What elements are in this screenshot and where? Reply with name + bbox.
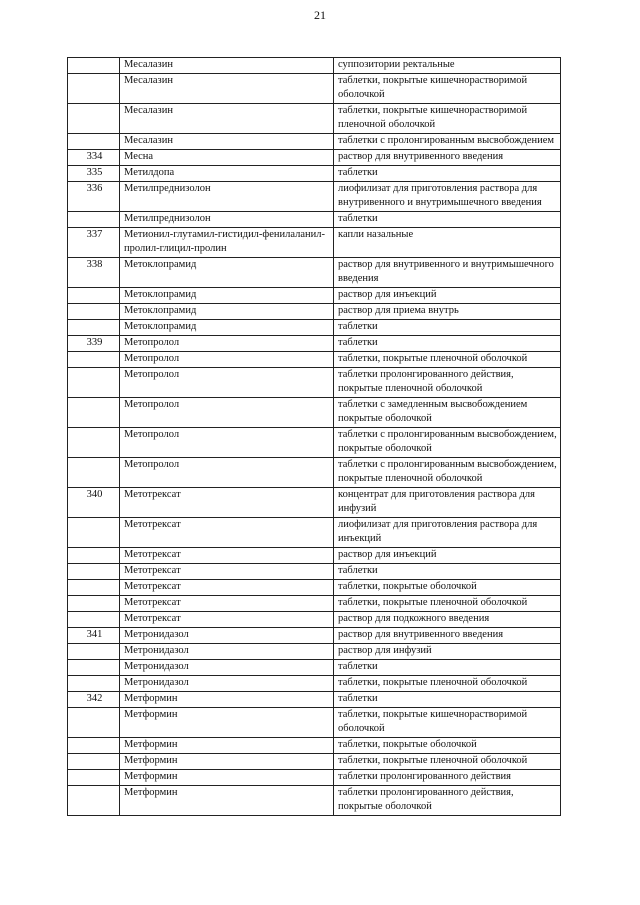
table-row — [68, 74, 561, 104]
dosage-form: таблетки, покрытые пленочной оболочкой — [334, 754, 561, 770]
table-row — [68, 150, 561, 166]
drug-name: Метронидазол — [120, 644, 334, 660]
drug-name: Метотрексат — [120, 580, 334, 596]
table-row — [68, 660, 561, 676]
drug-name: Месалазин — [120, 134, 334, 150]
table-row — [68, 548, 561, 564]
dosage-form: таблетки, покрытые пленочной оболочкой — [334, 596, 561, 612]
table-row — [68, 320, 561, 336]
dosage-form: таблетки, покрытые кишечнорастворимой пленочной оболочкой — [334, 104, 561, 134]
dosage-form: таблетки пролонгированного действия, покрытые оболочкой — [334, 786, 561, 816]
dosage-form: лиофилизат для приготовления раствора для инъекций — [334, 518, 561, 548]
dosage-form: таблетки — [334, 336, 561, 352]
drug-name: Метформин — [120, 692, 334, 708]
dosage-form: таблетки с пролонгированным высвобождением, покрытые оболочкой — [334, 428, 561, 458]
row-number — [68, 398, 120, 428]
row-number — [68, 58, 120, 74]
table-row — [68, 288, 561, 304]
dosage-form: раствор для внутривенного и внутримышечного введения — [334, 258, 561, 288]
row-number — [68, 596, 120, 612]
drug-name: Метопролол — [120, 352, 334, 368]
table-row — [68, 676, 561, 692]
drug-name: Метоклопрамид — [120, 258, 334, 288]
dosage-form: таблетки пролонгированного действия, покрытые пленочной оболочкой — [334, 368, 561, 398]
table-row — [68, 182, 561, 212]
row-number — [68, 368, 120, 398]
dosage-form: раствор для инфузий — [334, 644, 561, 660]
table-row — [68, 304, 561, 320]
drug-name: Метформин — [120, 754, 334, 770]
row-number — [68, 738, 120, 754]
drug-name: Метопролол — [120, 458, 334, 488]
row-number — [68, 104, 120, 134]
row-number — [68, 212, 120, 228]
row-number: 340 — [68, 488, 120, 518]
drug-name: Метоклопрамид — [120, 288, 334, 304]
drug-name: Месна — [120, 150, 334, 166]
dosage-form: таблетки, покрытые оболочкой — [334, 738, 561, 754]
dosage-form: раствор для внутривенного введения — [334, 628, 561, 644]
table-row — [68, 770, 561, 786]
row-number: 335 — [68, 166, 120, 182]
row-number: 334 — [68, 150, 120, 166]
table-row — [68, 104, 561, 134]
drug-name: Метформин — [120, 708, 334, 738]
dosage-form: таблетки пролонгированного действия — [334, 770, 561, 786]
drug-name: Метронидазол — [120, 628, 334, 644]
dosage-form: таблетки с пролонгированным высвобождением — [334, 134, 561, 150]
table-row — [68, 488, 561, 518]
table-row — [68, 398, 561, 428]
drug-table — [67, 57, 561, 816]
row-number — [68, 74, 120, 104]
dosage-form: таблетки — [334, 166, 561, 182]
drug-name: Метформин — [120, 770, 334, 786]
dosage-form: концентрат для приготовления раствора для инфузий — [334, 488, 561, 518]
row-number — [68, 612, 120, 628]
row-number — [68, 304, 120, 320]
table-row — [68, 580, 561, 596]
row-number — [68, 676, 120, 692]
row-number: 339 — [68, 336, 120, 352]
dosage-form: раствор для инъекций — [334, 548, 561, 564]
drug-name: Метотрексат — [120, 548, 334, 564]
drug-name: Метотрексат — [120, 612, 334, 628]
drug-table-body — [68, 58, 561, 816]
table-row — [68, 352, 561, 368]
row-number — [68, 458, 120, 488]
table-row — [68, 518, 561, 548]
row-number — [68, 518, 120, 548]
drug-name: Метотрексат — [120, 564, 334, 580]
dosage-form: таблетки с замедленным высвобождением покрытые оболочкой — [334, 398, 561, 428]
table-row — [68, 564, 561, 580]
table-row — [68, 228, 561, 258]
dosage-form: капли назальные — [334, 228, 561, 258]
dosage-form: таблетки — [334, 660, 561, 676]
dosage-form: суппозитории ректальные — [334, 58, 561, 74]
table-row — [68, 134, 561, 150]
drug-name: Метронидазол — [120, 676, 334, 692]
table-row — [68, 644, 561, 660]
table-row — [68, 258, 561, 288]
table-row — [68, 428, 561, 458]
row-number: 337 — [68, 228, 120, 258]
row-number: 341 — [68, 628, 120, 644]
row-number — [68, 708, 120, 738]
dosage-form: таблетки, покрытые кишечнорастворимой оболочкой — [334, 74, 561, 104]
row-number — [68, 288, 120, 304]
dosage-form: раствор для подкожного введения — [334, 612, 561, 628]
drug-name: Метопролол — [120, 336, 334, 352]
drug-name: Метотрексат — [120, 488, 334, 518]
row-number — [68, 428, 120, 458]
dosage-form: таблетки — [334, 320, 561, 336]
row-number — [68, 786, 120, 816]
table-row — [68, 738, 561, 754]
drug-name: Метилпреднизолон — [120, 212, 334, 228]
table-row — [68, 212, 561, 228]
row-number: 336 — [68, 182, 120, 212]
table-row — [68, 628, 561, 644]
drug-name: Месалазин — [120, 74, 334, 104]
row-number — [68, 660, 120, 676]
dosage-form: таблетки, покрытые оболочкой — [334, 580, 561, 596]
table-row — [68, 708, 561, 738]
table-row — [68, 596, 561, 612]
row-number — [68, 320, 120, 336]
drug-name: Метформин — [120, 738, 334, 754]
row-number — [68, 770, 120, 786]
drug-name: Метотрексат — [120, 518, 334, 548]
dosage-form: раствор для внутривенного введения — [334, 150, 561, 166]
row-number — [68, 548, 120, 564]
row-number — [68, 564, 120, 580]
row-number — [68, 644, 120, 660]
dosage-form: раствор для приема внутрь — [334, 304, 561, 320]
drug-name: Метопролол — [120, 368, 334, 398]
table-row — [68, 786, 561, 816]
table-row — [68, 368, 561, 398]
drug-name: Метоклопрамид — [120, 304, 334, 320]
dosage-form: таблетки, покрытые кишечнорастворимой оболочкой — [334, 708, 561, 738]
drug-name: Метопролол — [120, 398, 334, 428]
drug-name: Метформин — [120, 786, 334, 816]
dosage-form: таблетки, покрытые пленочной оболочкой — [334, 676, 561, 692]
table-row — [68, 612, 561, 628]
table-row — [68, 166, 561, 182]
drug-name: Метилдопа — [120, 166, 334, 182]
row-number: 338 — [68, 258, 120, 288]
drug-name: Метронидазол — [120, 660, 334, 676]
table-row — [68, 754, 561, 770]
table-row — [68, 692, 561, 708]
page-number: 21 — [314, 8, 326, 22]
dosage-form: лиофилизат для приготовления раствора для внутривенного и внутримышечного введения — [334, 182, 561, 212]
drug-name: Метилпреднизолон — [120, 182, 334, 212]
drug-name: Метотрексат — [120, 596, 334, 612]
dosage-form: таблетки — [334, 564, 561, 580]
drug-name: Метопролол — [120, 428, 334, 458]
drug-name: Месалазин — [120, 58, 334, 74]
drug-name: Метоклопрамид — [120, 320, 334, 336]
dosage-form: таблетки, покрытые пленочной оболочкой — [334, 352, 561, 368]
table-row — [68, 336, 561, 352]
row-number — [68, 580, 120, 596]
drug-name: Месалазин — [120, 104, 334, 134]
dosage-form: таблетки — [334, 692, 561, 708]
row-number: 342 — [68, 692, 120, 708]
row-number — [68, 352, 120, 368]
row-number — [68, 754, 120, 770]
dosage-form: таблетки с пролонгированным высвобождением, покрытые пленочной оболочкой — [334, 458, 561, 488]
dosage-form: таблетки — [334, 212, 561, 228]
table-row — [68, 458, 561, 488]
row-number — [68, 134, 120, 150]
drug-name: Метионил-глутамил-гистидил-фенилаланил-пролил-глицил-пролин — [120, 228, 334, 258]
dosage-form: раствор для инъекций — [334, 288, 561, 304]
table-row — [68, 58, 561, 74]
